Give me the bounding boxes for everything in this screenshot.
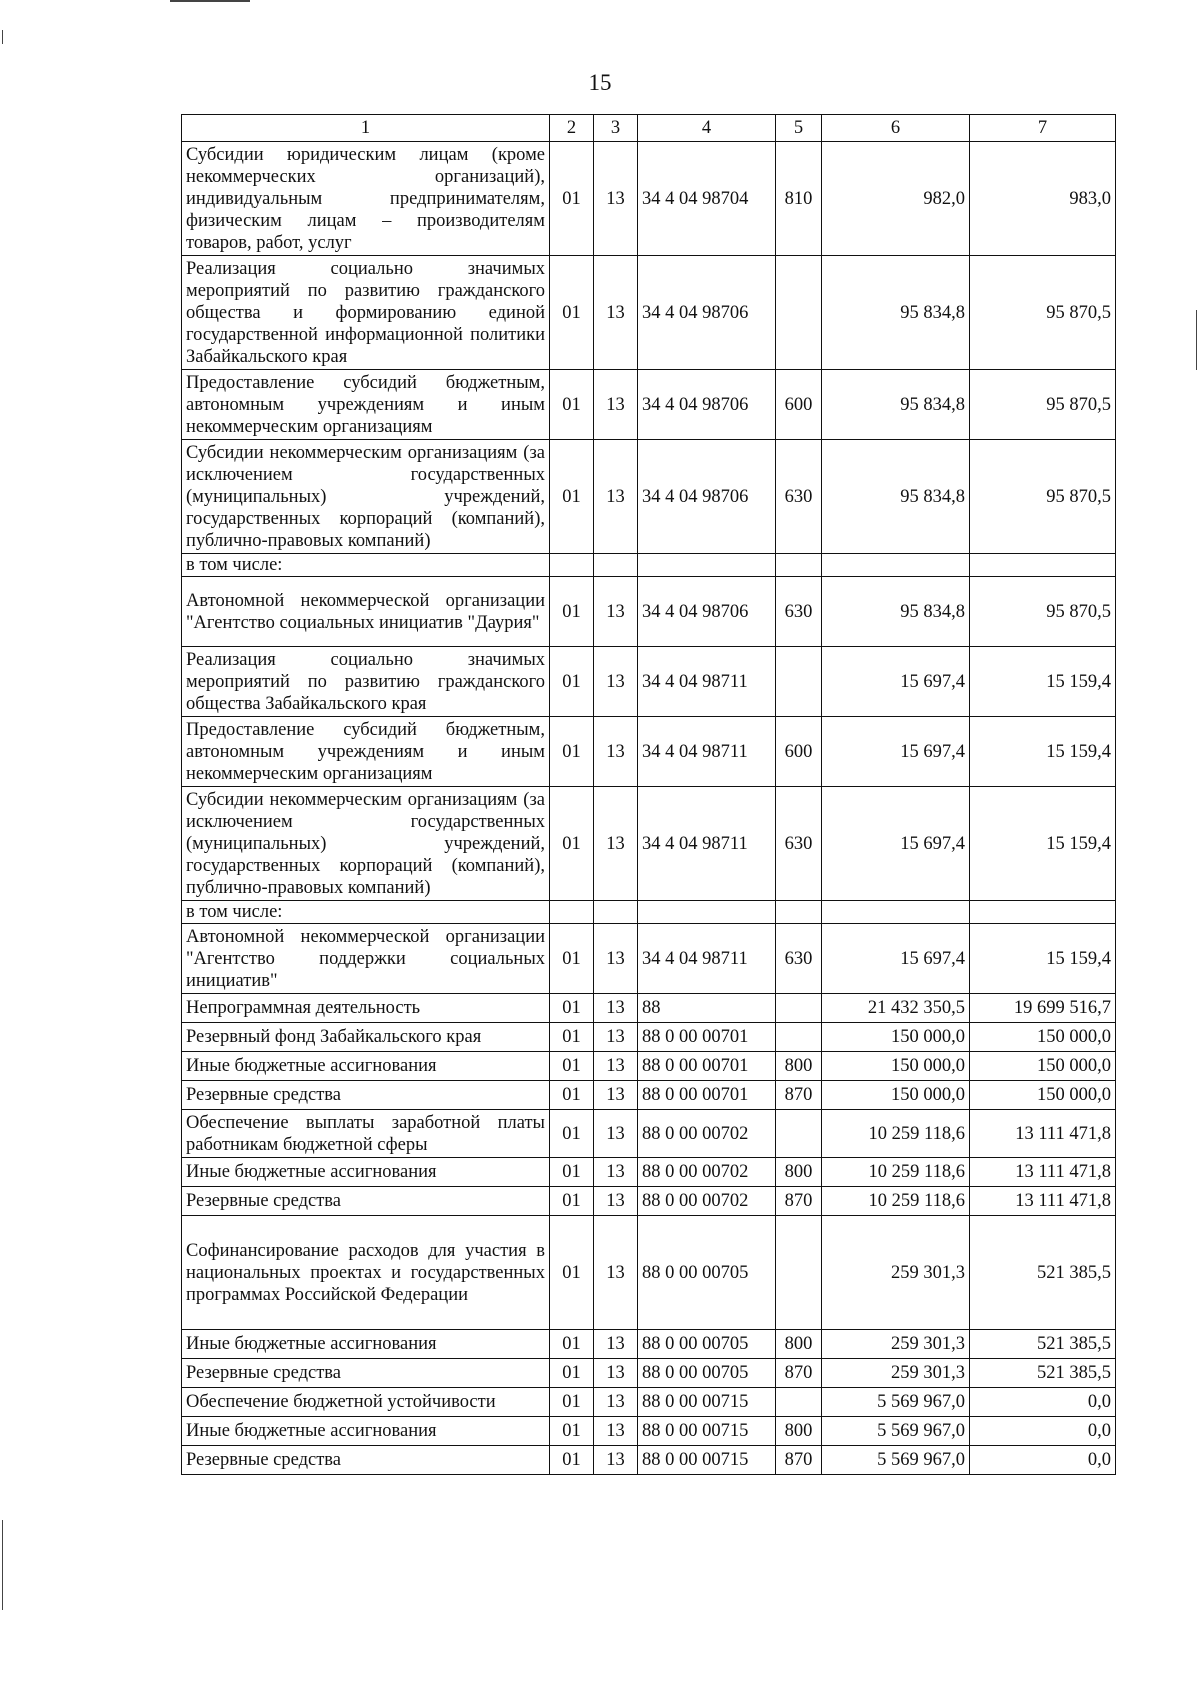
target-article-cell: 88 0 00 00701 xyxy=(638,1023,776,1052)
expense-type-cell xyxy=(776,1388,822,1417)
subsection-code-cell: 13 xyxy=(594,1110,638,1158)
expense-type-cell: 870 xyxy=(776,1187,822,1216)
subsection-code-cell: 13 xyxy=(594,1359,638,1388)
subsection-code-cell xyxy=(594,554,638,577)
section-code-cell: 01 xyxy=(550,1330,594,1359)
amount-year2-cell: 95 870,5 xyxy=(970,577,1116,647)
amount-year2-cell: 983,0 xyxy=(970,142,1116,256)
amount-year2-cell xyxy=(970,554,1116,577)
section-code-cell: 01 xyxy=(550,370,594,440)
subsection-code-cell: 13 xyxy=(594,1388,638,1417)
scan-artifact-left-edge xyxy=(2,30,3,44)
amount-year1-cell: 21 432 350,5 xyxy=(822,994,970,1023)
target-article-cell: 34 4 04 98711 xyxy=(638,717,776,787)
target-article-cell: 88 0 00 00701 xyxy=(638,1081,776,1110)
amount-year2-cell: 13 111 471,8 xyxy=(970,1187,1116,1216)
section-code-cell: 01 xyxy=(550,787,594,901)
subsection-code-cell: 13 xyxy=(594,440,638,554)
section-code-cell: 01 xyxy=(550,1110,594,1158)
target-article-cell: 34 4 04 98711 xyxy=(638,787,776,901)
expense-type-cell xyxy=(776,256,822,370)
table-row xyxy=(182,370,1116,440)
scan-artifact-top-line xyxy=(170,0,250,2)
table-row xyxy=(182,1330,1116,1359)
expense-type-cell xyxy=(776,1110,822,1158)
table-row xyxy=(182,577,1116,647)
amount-year2-cell: 15 159,4 xyxy=(970,924,1116,994)
target-article-cell xyxy=(638,901,776,924)
row-name-cell: Иные бюджетные ассигнования xyxy=(182,1417,550,1446)
amount-year1-cell xyxy=(822,901,970,924)
amount-year2-cell: 150 000,0 xyxy=(970,1052,1116,1081)
row-name-cell: Обеспечение бюджетной устойчивости xyxy=(182,1388,550,1417)
target-article-cell xyxy=(638,554,776,577)
amount-year1-cell: 95 834,8 xyxy=(822,370,970,440)
column-header: 6 xyxy=(822,115,970,142)
table-row xyxy=(182,1216,1116,1330)
row-name-cell: Автономной некоммерческой организации "Агентство поддержки социальных инициатив" xyxy=(182,924,550,994)
column-header: 5 xyxy=(776,115,822,142)
column-header: 3 xyxy=(594,115,638,142)
subsection-code-cell: 13 xyxy=(594,1446,638,1475)
expense-type-cell: 800 xyxy=(776,1052,822,1081)
column-header: 2 xyxy=(550,115,594,142)
amount-year2-cell xyxy=(970,901,1116,924)
section-code-cell: 01 xyxy=(550,994,594,1023)
column-header: 4 xyxy=(638,115,776,142)
expense-type-cell xyxy=(776,901,822,924)
row-name-cell: Резервные средства xyxy=(182,1446,550,1475)
section-code-cell: 01 xyxy=(550,142,594,256)
amount-year1-cell: 15 697,4 xyxy=(822,787,970,901)
amount-year2-cell: 95 870,5 xyxy=(970,256,1116,370)
row-name-cell: Реализация социально значимых мероприятий по развитию гражданского общества Забайкальского края xyxy=(182,647,550,717)
subsection-code-cell xyxy=(594,901,638,924)
subsection-code-cell: 13 xyxy=(594,1023,638,1052)
table-row xyxy=(182,1052,1116,1081)
subsection-code-cell: 13 xyxy=(594,1417,638,1446)
amount-year2-cell: 521 385,5 xyxy=(970,1359,1116,1388)
amount-year1-cell: 95 834,8 xyxy=(822,440,970,554)
table-row xyxy=(182,901,1116,924)
section-code-cell: 01 xyxy=(550,1158,594,1187)
expense-type-cell xyxy=(776,1216,822,1330)
subsection-code-cell: 13 xyxy=(594,1216,638,1330)
subsection-code-cell: 13 xyxy=(594,994,638,1023)
amount-year1-cell xyxy=(822,554,970,577)
subsection-code-cell: 13 xyxy=(594,1081,638,1110)
table-row xyxy=(182,647,1116,717)
amount-year2-cell: 150 000,0 xyxy=(970,1081,1116,1110)
amount-year1-cell: 10 259 118,6 xyxy=(822,1187,970,1216)
subsection-code-cell: 13 xyxy=(594,924,638,994)
table-row xyxy=(182,924,1116,994)
table-row xyxy=(182,554,1116,577)
row-name-cell: Предоставление субсидий бюджетным, автономным учреждениям и иным некоммерческим организациям xyxy=(182,717,550,787)
subsection-code-cell: 13 xyxy=(594,370,638,440)
amount-year2-cell: 95 870,5 xyxy=(970,370,1116,440)
expense-type-cell xyxy=(776,994,822,1023)
amount-year1-cell: 10 259 118,6 xyxy=(822,1158,970,1187)
amount-year2-cell: 15 159,4 xyxy=(970,787,1116,901)
target-article-cell: 88 xyxy=(638,994,776,1023)
section-code-cell xyxy=(550,901,594,924)
row-name-cell: Предоставление субсидий бюджетным, автономным учреждениям и иным некоммерческим организациям xyxy=(182,370,550,440)
amount-year1-cell: 5 569 967,0 xyxy=(822,1388,970,1417)
page-number: 15 xyxy=(588,70,612,95)
amount-year2-cell: 0,0 xyxy=(970,1388,1116,1417)
row-name-cell: Резервные средства xyxy=(182,1187,550,1216)
expense-type-cell: 870 xyxy=(776,1359,822,1388)
subsection-code-cell: 13 xyxy=(594,142,638,256)
row-name-cell: Реализация социально значимых мероприятий по развитию гражданского общества и формированию единой государственной информационной политики Забайкальского края xyxy=(182,256,550,370)
amount-year1-cell: 5 569 967,0 xyxy=(822,1417,970,1446)
expense-type-cell: 630 xyxy=(776,787,822,901)
amount-year2-cell: 521 385,5 xyxy=(970,1216,1116,1330)
subsection-code-cell: 13 xyxy=(594,1158,638,1187)
amount-year2-cell: 19 699 516,7 xyxy=(970,994,1116,1023)
section-code-cell: 01 xyxy=(550,1023,594,1052)
row-name-cell: Иные бюджетные ассигнования xyxy=(182,1158,550,1187)
row-name-cell: Непрограммная деятельность xyxy=(182,994,550,1023)
amount-year1-cell: 15 697,4 xyxy=(822,924,970,994)
section-code-cell: 01 xyxy=(550,717,594,787)
amount-year2-cell: 15 159,4 xyxy=(970,647,1116,717)
row-name-cell: в том числе: xyxy=(182,554,550,577)
amount-year2-cell: 0,0 xyxy=(970,1417,1116,1446)
target-article-cell: 88 0 00 00705 xyxy=(638,1216,776,1330)
expense-type-cell: 810 xyxy=(776,142,822,256)
table-row xyxy=(182,1446,1116,1475)
target-article-cell: 34 4 04 98704 xyxy=(638,142,776,256)
target-article-cell: 88 0 00 00701 xyxy=(638,1052,776,1081)
subsection-code-cell: 13 xyxy=(594,647,638,717)
amount-year1-cell: 150 000,0 xyxy=(822,1081,970,1110)
row-name-cell: Софинансирование расходов для участия в национальных проектах и государственных программах Российской Федерации xyxy=(182,1216,550,1330)
amount-year1-cell: 259 301,3 xyxy=(822,1359,970,1388)
section-code-cell: 01 xyxy=(550,1388,594,1417)
subsection-code-cell: 13 xyxy=(594,787,638,901)
table-row xyxy=(182,1081,1116,1110)
row-name-cell: Субсидии некоммерческим организациям (за исключением государственных (муниципальных) учреждений, государственных корпораций (компаний), публично-правовых компаний) xyxy=(182,787,550,901)
section-code-cell: 01 xyxy=(550,1446,594,1475)
target-article-cell: 88 0 00 00715 xyxy=(638,1417,776,1446)
target-article-cell: 34 4 04 98706 xyxy=(638,256,776,370)
budget-table xyxy=(181,114,1116,1475)
subsection-code-cell: 13 xyxy=(594,1052,638,1081)
table-row xyxy=(182,717,1116,787)
table-row xyxy=(182,142,1116,256)
table-row xyxy=(182,1417,1116,1446)
amount-year2-cell: 13 111 471,8 xyxy=(970,1110,1116,1158)
amount-year2-cell: 0,0 xyxy=(970,1446,1116,1475)
table-row xyxy=(182,440,1116,554)
amount-year1-cell: 259 301,3 xyxy=(822,1216,970,1330)
subsection-code-cell: 13 xyxy=(594,1187,638,1216)
table-row xyxy=(182,1187,1116,1216)
expense-type-cell: 870 xyxy=(776,1446,822,1475)
amount-year2-cell: 521 385,5 xyxy=(970,1330,1116,1359)
table-row xyxy=(182,1359,1116,1388)
target-article-cell: 88 0 00 00715 xyxy=(638,1446,776,1475)
section-code-cell: 01 xyxy=(550,647,594,717)
amount-year1-cell: 5 569 967,0 xyxy=(822,1446,970,1475)
expense-type-cell: 600 xyxy=(776,370,822,440)
table-row xyxy=(182,1388,1116,1417)
expense-type-cell: 800 xyxy=(776,1158,822,1187)
row-name-cell: Иные бюджетные ассигнования xyxy=(182,1330,550,1359)
amount-year2-cell: 15 159,4 xyxy=(970,717,1116,787)
target-article-cell: 34 4 04 98706 xyxy=(638,440,776,554)
amount-year1-cell: 982,0 xyxy=(822,142,970,256)
target-article-cell: 88 0 00 00715 xyxy=(638,1388,776,1417)
subsection-code-cell: 13 xyxy=(594,577,638,647)
target-article-cell: 34 4 04 98706 xyxy=(638,577,776,647)
section-code-cell: 01 xyxy=(550,1359,594,1388)
amount-year1-cell: 10 259 118,6 xyxy=(822,1110,970,1158)
scan-artifact-left-edge xyxy=(2,1520,3,1610)
subsection-code-cell: 13 xyxy=(594,256,638,370)
amount-year1-cell: 15 697,4 xyxy=(822,647,970,717)
section-code-cell: 01 xyxy=(550,256,594,370)
row-name-cell: Субсидии некоммерческим организациям (за исключением государственных (муниципальных) учреждений, государственных корпораций (компаний), публично-правовых компаний) xyxy=(182,440,550,554)
subsection-code-cell: 13 xyxy=(594,717,638,787)
subsection-code-cell: 13 xyxy=(594,1330,638,1359)
expense-type-cell: 600 xyxy=(776,717,822,787)
row-name-cell: в том числе: xyxy=(182,901,550,924)
table-row xyxy=(182,1110,1116,1158)
column-header: 1 xyxy=(182,115,550,142)
section-code-cell: 01 xyxy=(550,577,594,647)
section-code-cell: 01 xyxy=(550,1187,594,1216)
amount-year2-cell: 95 870,5 xyxy=(970,440,1116,554)
row-name-cell: Автономной некоммерческой организации "Агентство социальных инициатив "Даурия" xyxy=(182,577,550,647)
amount-year1-cell: 150 000,0 xyxy=(822,1052,970,1081)
expense-type-cell xyxy=(776,1023,822,1052)
target-article-cell: 88 0 00 00705 xyxy=(638,1330,776,1359)
target-article-cell: 88 0 00 00702 xyxy=(638,1158,776,1187)
amount-year2-cell: 13 111 471,8 xyxy=(970,1158,1116,1187)
expense-type-cell xyxy=(776,554,822,577)
target-article-cell: 88 0 00 00705 xyxy=(638,1359,776,1388)
amount-year1-cell: 259 301,3 xyxy=(822,1330,970,1359)
amount-year1-cell: 95 834,8 xyxy=(822,256,970,370)
row-name-cell: Резервный фонд Забайкальского края xyxy=(182,1023,550,1052)
target-article-cell: 34 4 04 98711 xyxy=(638,647,776,717)
expense-type-cell: 800 xyxy=(776,1417,822,1446)
expense-type-cell: 630 xyxy=(776,924,822,994)
row-name-cell: Резервные средства xyxy=(182,1081,550,1110)
scan-artifact-right-edge xyxy=(1196,310,1197,370)
expense-type-cell: 630 xyxy=(776,577,822,647)
expense-type-cell: 870 xyxy=(776,1081,822,1110)
amount-year1-cell: 15 697,4 xyxy=(822,717,970,787)
table-row xyxy=(182,256,1116,370)
section-code-cell: 01 xyxy=(550,440,594,554)
target-article-cell: 34 4 04 98706 xyxy=(638,370,776,440)
amount-year1-cell: 150 000,0 xyxy=(822,1023,970,1052)
table-row xyxy=(182,1158,1116,1187)
row-name-cell: Иные бюджетные ассигнования xyxy=(182,1052,550,1081)
expense-type-cell xyxy=(776,647,822,717)
table-row xyxy=(182,1023,1116,1052)
section-code-cell: 01 xyxy=(550,1081,594,1110)
section-code-cell: 01 xyxy=(550,1216,594,1330)
table-header-row xyxy=(182,115,1116,142)
table-row xyxy=(182,787,1116,901)
column-header: 7 xyxy=(970,115,1116,142)
expense-type-cell: 800 xyxy=(776,1330,822,1359)
expense-type-cell: 630 xyxy=(776,440,822,554)
target-article-cell: 88 0 00 00702 xyxy=(638,1187,776,1216)
row-name-cell: Обеспечение выплаты заработной платы работникам бюджетной сферы xyxy=(182,1110,550,1158)
section-code-cell: 01 xyxy=(550,924,594,994)
amount-year2-cell: 150 000,0 xyxy=(970,1023,1116,1052)
target-article-cell: 34 4 04 98711 xyxy=(638,924,776,994)
table-row xyxy=(182,994,1116,1023)
amount-year1-cell: 95 834,8 xyxy=(822,577,970,647)
section-code-cell: 01 xyxy=(550,1052,594,1081)
row-name-cell: Субсидии юридическим лицам (кроме некоммерческих организаций), индивидуальным предпринимателям, физическим лицам – производителям товаров, работ, услуг xyxy=(182,142,550,256)
section-code-cell xyxy=(550,554,594,577)
section-code-cell: 01 xyxy=(550,1417,594,1446)
target-article-cell: 88 0 00 00702 xyxy=(638,1110,776,1158)
row-name-cell: Резервные средства xyxy=(182,1359,550,1388)
